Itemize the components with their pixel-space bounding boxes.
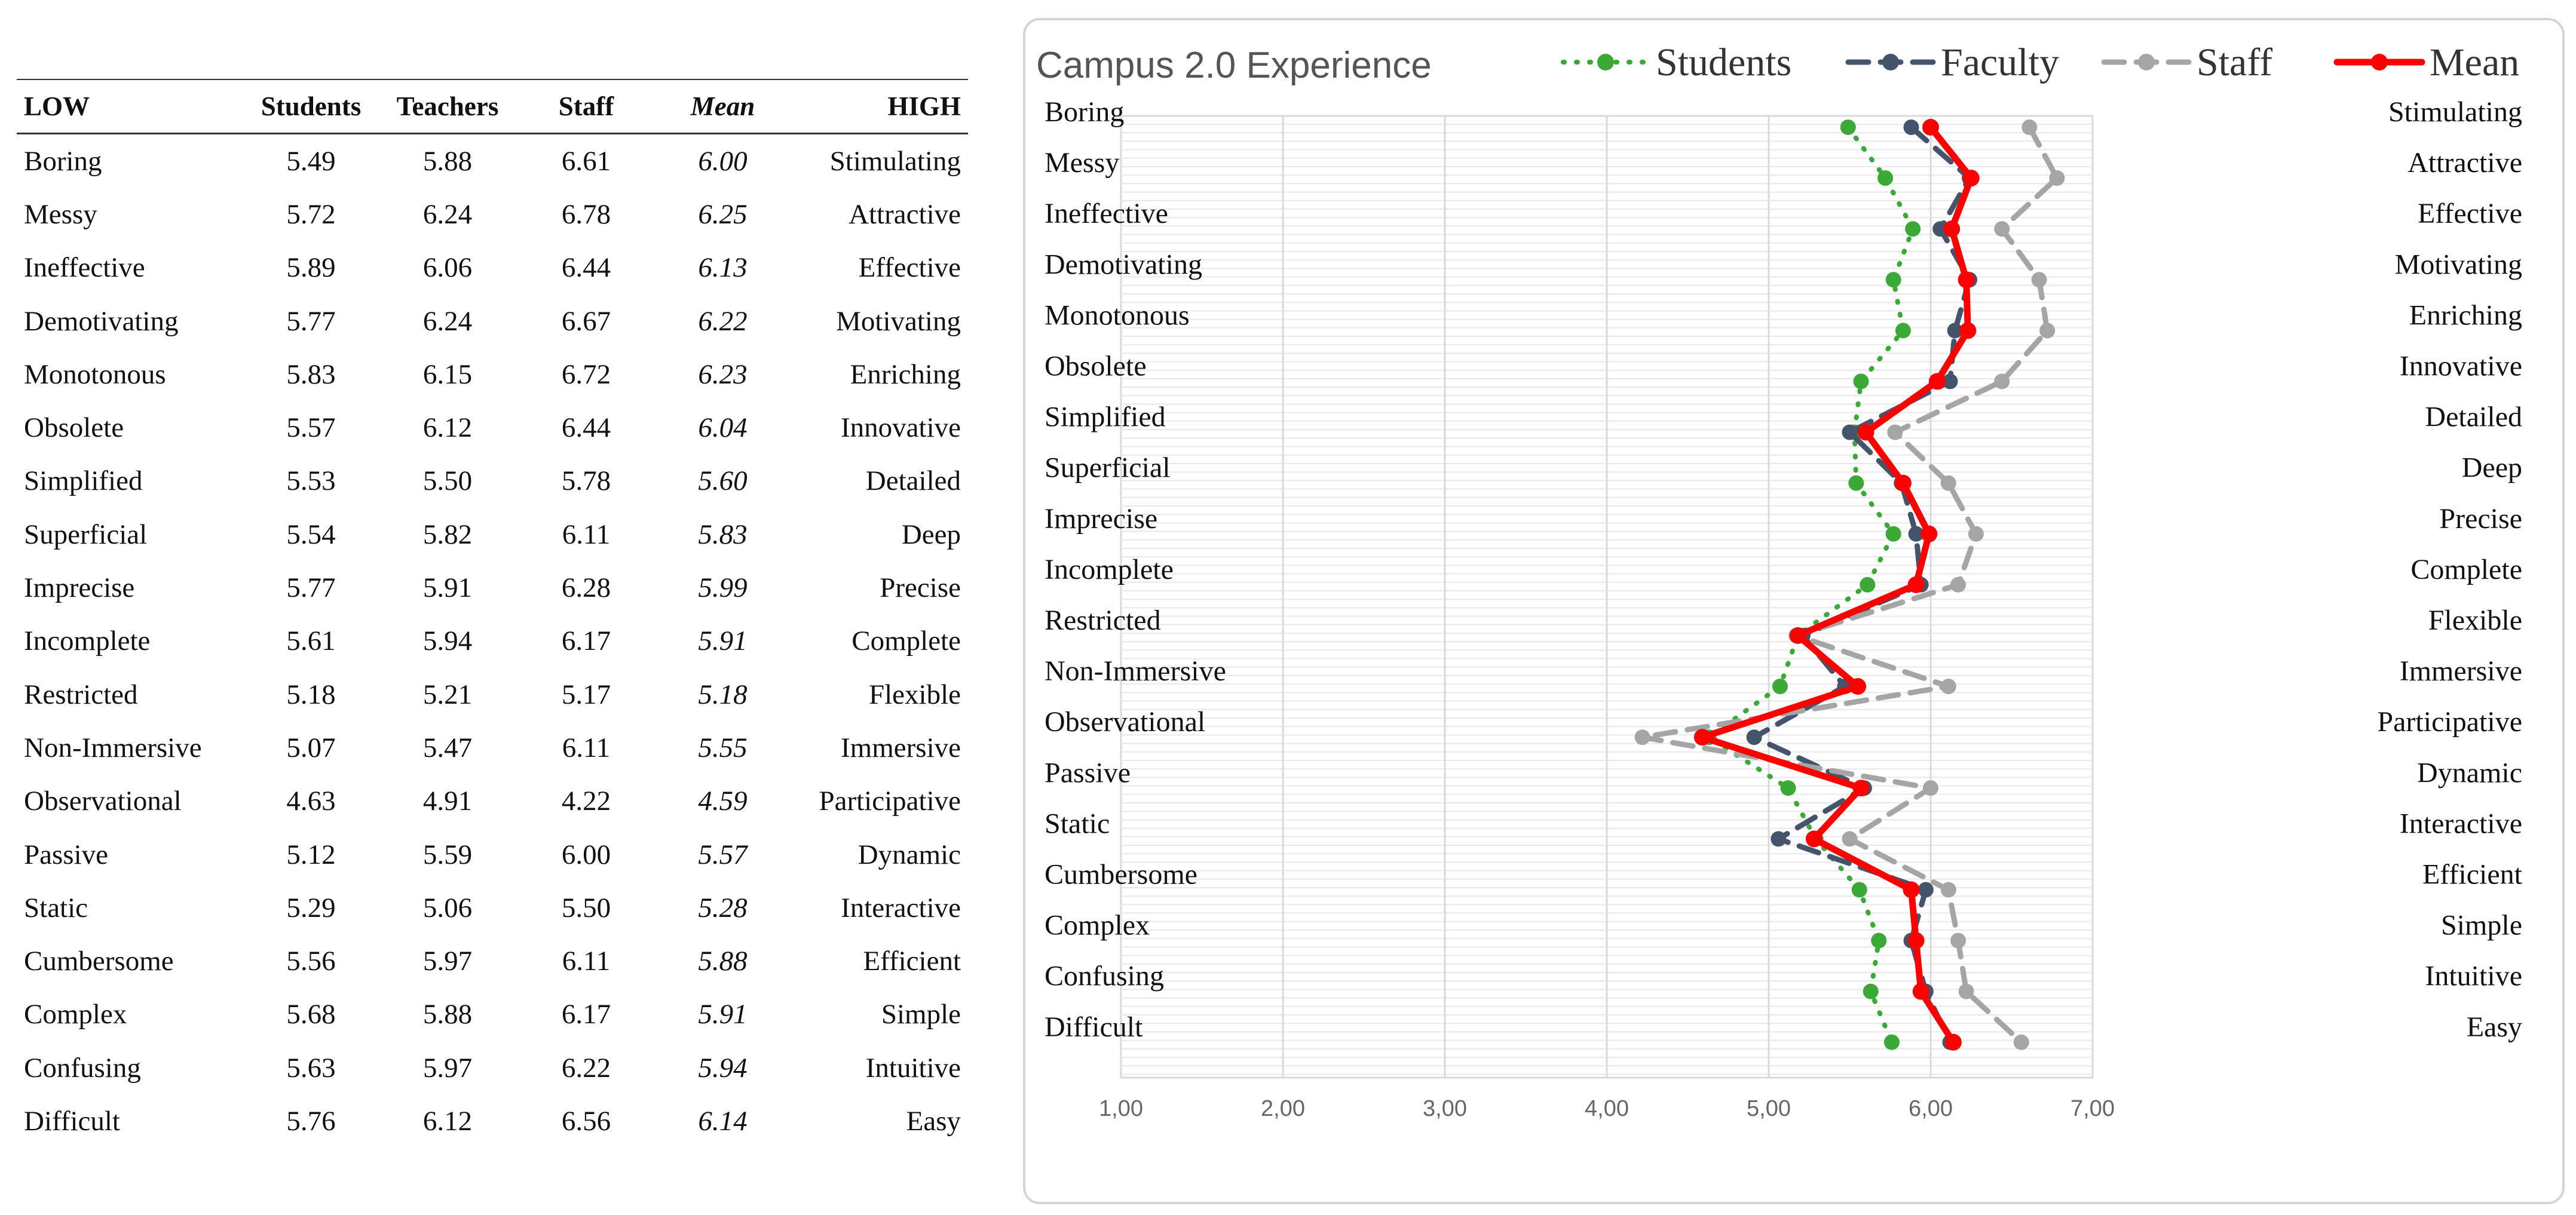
legend-swatch-marker: [2371, 54, 2388, 70]
series-students: [1701, 119, 1920, 1050]
data-point-students: [1860, 577, 1875, 593]
data-point-mean: [1908, 576, 1925, 593]
data-point-staff: [1842, 831, 1858, 846]
high-anchor-label: Enriching: [2409, 299, 2522, 332]
table-row: [17, 241, 968, 294]
legend-item-mean: [2337, 41, 2519, 84]
data-point-mean: [1922, 119, 1939, 136]
campus-experience-chart: [1025, 20, 2567, 1207]
data-point-mean: [1943, 220, 1960, 237]
cell-students: 5.57: [286, 412, 336, 444]
data-point-staff: [1941, 475, 1956, 491]
data-point-staff: [1923, 780, 1938, 796]
cell-teachers: 6.24: [422, 198, 473, 230]
data-point-students: [1884, 1035, 1900, 1050]
low-anchor-label: Restricted: [1045, 605, 1161, 636]
high-anchor-label: Efficient: [2422, 858, 2522, 891]
cell-high: Simple: [881, 999, 961, 1030]
low-anchor-label: Demotivating: [1045, 248, 1202, 281]
cell-students: 5.63: [286, 1052, 336, 1084]
x-tick-label: 5,00: [1747, 1096, 1791, 1121]
table-row: [17, 828, 968, 881]
cell-mean: 5.94: [698, 1052, 748, 1084]
data-point-mean: [1858, 424, 1874, 441]
cell-low: Monotonous: [24, 358, 166, 390]
low-anchor-label: Obsolete: [1045, 350, 1147, 382]
cell-high: Efficient: [863, 946, 961, 977]
legend-item-students: [1563, 41, 1791, 84]
low-anchor-label: Imprecise: [1045, 502, 1158, 535]
cell-students: 5.18: [286, 679, 336, 710]
header-mean: Mean: [656, 79, 790, 134]
cell-low: Simplified: [24, 465, 143, 497]
data-point-students: [1877, 170, 1893, 186]
cell-low: Static: [24, 892, 88, 923]
low-anchor-label: Cumbersome: [1045, 858, 1197, 891]
data-point-mean: [1920, 526, 1937, 542]
chart-title: Campus 2.0 Experience: [1036, 45, 1432, 86]
cell-mean: 4.59: [698, 786, 748, 817]
high-anchor-label: Precise: [2439, 502, 2522, 535]
cell-low: Observational: [24, 786, 182, 817]
cell-students: 5.89: [286, 252, 336, 284]
high-anchor-label: Innovative: [2399, 350, 2522, 382]
cell-staff: 6.17: [561, 625, 611, 657]
cell-high: Precise: [880, 572, 961, 604]
high-anchor-label: Effective: [2417, 198, 2522, 230]
data-point-staff: [1941, 882, 1956, 898]
table-row: [17, 508, 968, 561]
results-table: [17, 79, 968, 1148]
cell-low: Imprecise: [24, 572, 135, 604]
low-anchor-label: Simplified: [1045, 401, 1166, 433]
cell-low: Ineffective: [24, 252, 145, 284]
cell-teachers: 5.91: [422, 572, 473, 604]
cell-high: Detailed: [865, 465, 961, 497]
cell-mean: 6.13: [698, 252, 748, 284]
data-point-staff: [2049, 170, 2065, 186]
cell-mean: 6.04: [698, 412, 748, 444]
cell-students: 5.53: [286, 465, 336, 497]
cell-low: Confusing: [24, 1052, 141, 1084]
cell-teachers: 5.21: [422, 679, 473, 710]
high-anchor-label: Flexible: [2428, 605, 2522, 636]
chart-card: [1023, 18, 2565, 1204]
cell-teachers: 4.91: [422, 786, 473, 817]
data-point-mean: [1929, 373, 1946, 390]
cell-mean: 5.18: [698, 679, 748, 710]
low-anchor-label: Complex: [1045, 909, 1150, 941]
data-point-mean: [1913, 983, 1929, 1000]
cell-staff: 6.22: [561, 1052, 611, 1084]
high-anchor-label: Complete: [2410, 553, 2522, 585]
high-anchor-label: Motivating: [2394, 248, 2522, 281]
data-point-staff: [1994, 221, 2010, 237]
data-point-faculty: [1918, 882, 1934, 898]
data-point-students: [1848, 475, 1864, 491]
cell-mean: 6.23: [698, 358, 748, 390]
cell-low: Complex: [24, 999, 127, 1030]
table-row: [17, 561, 968, 614]
cell-staff: 6.56: [561, 1105, 611, 1137]
table-row: [17, 934, 968, 987]
data-point-mean: [1806, 830, 1823, 847]
high-anchor-label: Participative: [2377, 706, 2522, 738]
high-anchor-label: Easy: [2466, 1011, 2522, 1043]
data-point-staff: [1635, 729, 1650, 745]
table-row: [17, 775, 968, 828]
cell-mean: 5.88: [698, 946, 748, 977]
x-tick-label: 3,00: [1423, 1096, 1467, 1121]
high-anchor-label: Simple: [2440, 909, 2522, 941]
cell-students: 5.83: [286, 358, 336, 390]
data-point-mean: [1945, 1034, 1962, 1051]
cell-staff: 6.67: [561, 305, 611, 337]
series-staff: [1635, 119, 2065, 1050]
cell-teachers: 5.82: [422, 518, 473, 550]
data-point-students: [1863, 984, 1879, 999]
cell-students: 5.72: [286, 198, 336, 230]
data-point-students: [1853, 374, 1869, 389]
table-row: [17, 134, 968, 188]
low-anchor-label: Confusing: [1045, 960, 1165, 992]
data-point-faculty: [1771, 831, 1786, 846]
data-point-faculty: [1903, 119, 1919, 135]
cell-teachers: 6.12: [422, 412, 473, 444]
cell-low: Messy: [24, 198, 97, 230]
low-anchor-label: Superficial: [1045, 452, 1171, 484]
low-anchor-label: Ineffective: [1045, 198, 1168, 230]
cell-teachers: 5.47: [422, 732, 473, 763]
cell-high: Stimulating: [829, 145, 961, 177]
cell-teachers: 5.06: [422, 892, 473, 923]
x-tick-label: 1,00: [1099, 1096, 1143, 1121]
cell-teachers: 6.06: [422, 252, 473, 284]
data-point-mean: [1849, 678, 1866, 695]
header-teachers: Teachers: [378, 79, 517, 134]
data-point-students: [1886, 526, 1901, 542]
low-anchor-label: Non-Immersive: [1045, 655, 1226, 688]
low-anchor-label: Incomplete: [1045, 553, 1174, 585]
data-point-staff: [1950, 577, 1966, 593]
cell-low: Passive: [24, 839, 108, 870]
series-layer: [1635, 119, 2065, 1051]
data-point-staff: [2039, 323, 2055, 338]
data-point-mean: [1790, 627, 1806, 644]
cell-high: Participative: [819, 786, 961, 817]
high-anchor-label: Detailed: [2425, 401, 2522, 433]
cell-students: 5.29: [286, 892, 336, 923]
cell-teachers: 5.97: [422, 1052, 473, 1084]
cell-staff: 6.11: [562, 946, 611, 977]
cell-low: Boring: [24, 145, 102, 177]
table-header-row: [17, 79, 968, 134]
cell-low: Cumbersome: [24, 946, 174, 977]
cell-high: Flexible: [868, 679, 961, 710]
data-point-faculty: [1747, 729, 1762, 745]
cell-low: Superficial: [24, 518, 148, 550]
table-row: [17, 348, 968, 401]
cell-teachers: 5.88: [422, 999, 473, 1030]
x-tick-label: 7,00: [2070, 1096, 2115, 1121]
data-point-staff: [1968, 526, 1984, 542]
data-point-mean: [1903, 882, 1919, 898]
cell-students: 5.56: [286, 946, 336, 977]
data-point-students: [1886, 272, 1901, 287]
table-row: [17, 455, 968, 508]
cell-high: Attractive: [849, 198, 961, 230]
low-anchor-label: Passive: [1045, 757, 1131, 789]
high-anchor-label: Interactive: [2399, 808, 2522, 840]
data-point-staff: [1994, 374, 2010, 389]
cell-staff: 5.17: [561, 679, 611, 710]
data-point-staff: [1950, 933, 1966, 949]
table-row: [17, 1094, 968, 1148]
cell-students: 5.76: [286, 1105, 336, 1137]
cell-mean: 6.00: [698, 145, 748, 177]
low-anchor-label: Observational: [1045, 706, 1206, 738]
table-row: [17, 1041, 968, 1094]
cell-mean: 5.55: [698, 732, 748, 763]
high-anchor-label: Stimulating: [2388, 96, 2522, 128]
data-point-students: [1840, 119, 1856, 135]
cell-high: Interactive: [841, 892, 961, 923]
high-anchor-label: Intuitive: [2425, 960, 2522, 992]
cell-staff: 6.78: [561, 198, 611, 230]
cell-teachers: 5.94: [422, 625, 473, 657]
data-point-staff: [2014, 1035, 2029, 1050]
legend-swatch-marker: [1597, 54, 1614, 70]
data-point-staff: [1887, 425, 1903, 440]
data-point-mean: [1963, 170, 1980, 186]
cell-students: 5.61: [286, 625, 336, 657]
cell-high: Dynamic: [857, 839, 961, 870]
cell-staff: 5.50: [561, 892, 611, 923]
cell-staff: 4.22: [561, 786, 611, 817]
legend-item-staff: [2104, 41, 2272, 84]
cell-teachers: 6.12: [422, 1105, 473, 1137]
cell-staff: 6.11: [562, 732, 611, 763]
data-point-students: [1905, 221, 1920, 237]
data-point-students: [1852, 882, 1867, 898]
semantic-differential-table: [17, 79, 968, 1148]
x-tick-label: 6,00: [1909, 1096, 1953, 1121]
cell-low: Difficult: [24, 1105, 120, 1137]
cell-teachers: 6.24: [422, 305, 473, 337]
legend-label: Students: [1656, 41, 1792, 84]
high-anchor-labels: [2377, 96, 2522, 1043]
cell-high: Motivating: [836, 305, 961, 337]
data-point-staff: [1941, 679, 1956, 694]
cell-low: Restricted: [24, 679, 138, 710]
cell-students: 5.68: [286, 999, 336, 1030]
legend-label: Mean: [2430, 41, 2520, 84]
cell-teachers: 5.59: [422, 839, 473, 870]
cell-mean: 6.25: [698, 198, 748, 230]
cell-low: Incomplete: [24, 625, 151, 657]
data-point-mean: [1852, 780, 1869, 796]
cell-high: Complete: [851, 625, 961, 657]
data-point-mean: [1908, 932, 1925, 949]
cell-mean: 5.91: [698, 625, 748, 657]
cell-students: 5.54: [286, 518, 336, 550]
cell-staff: 6.61: [561, 145, 611, 177]
cell-mean: 5.99: [698, 572, 748, 604]
cell-staff: 6.44: [561, 412, 611, 444]
cell-high: Deep: [901, 518, 961, 550]
low-anchor-label: Monotonous: [1045, 299, 1190, 332]
data-point-staff: [1959, 984, 1974, 999]
cell-low: Obsolete: [24, 412, 124, 444]
cell-mean: 5.28: [698, 892, 748, 923]
high-anchor-label: Attractive: [2407, 147, 2522, 179]
data-point-faculty: [1842, 425, 1858, 440]
cell-students: 5.12: [286, 839, 336, 870]
data-point-mean: [1694, 729, 1711, 745]
data-point-students: [1781, 780, 1796, 796]
legend-swatch-marker: [1882, 54, 1899, 70]
low-anchor-label: Difficult: [1045, 1011, 1143, 1043]
table-row: [17, 294, 968, 348]
table-row: [17, 881, 968, 934]
chart-legend: [1563, 41, 2519, 84]
table-row: [17, 188, 968, 241]
x-axis-tick-labels: [1099, 1096, 2115, 1121]
header-staff: Staff: [517, 79, 656, 134]
table-row: [17, 721, 968, 774]
high-anchor-label: Immersive: [2399, 655, 2522, 688]
cell-mean: 5.57: [698, 839, 748, 870]
cell-low: Demotivating: [24, 305, 179, 337]
cell-students: 5.77: [286, 305, 336, 337]
legend-swatch-marker: [2138, 54, 2155, 70]
header-low: LOW: [17, 79, 244, 134]
cell-staff: 6.72: [561, 358, 611, 390]
table-row: [17, 615, 968, 668]
low-anchor-labels: [1045, 96, 1226, 1043]
cell-staff: 6.00: [561, 839, 611, 870]
cell-students: 5.07: [286, 732, 336, 763]
data-point-students: [1895, 323, 1911, 338]
table-row: [17, 401, 968, 454]
cell-mean: 6.22: [698, 305, 748, 337]
cell-students: 5.77: [286, 572, 336, 604]
data-point-mean: [1895, 475, 1912, 492]
data-point-mean: [1959, 322, 1976, 339]
low-anchor-label: Messy: [1045, 147, 1120, 179]
table-row: [17, 988, 968, 1041]
legend-item-faculty: [1848, 41, 2059, 84]
data-point-students: [1871, 933, 1886, 949]
cell-staff: 6.28: [561, 572, 611, 604]
cell-teachers: 5.88: [422, 145, 473, 177]
cell-high: Intuitive: [865, 1052, 961, 1084]
x-tick-label: 4,00: [1585, 1096, 1629, 1121]
table-row: [17, 668, 968, 721]
data-point-staff: [2021, 119, 2037, 135]
cell-students: 4.63: [286, 786, 336, 817]
data-point-staff: [2032, 272, 2047, 287]
cell-mean: 5.60: [698, 465, 748, 497]
cell-staff: 6.11: [562, 518, 611, 550]
low-anchor-label: Static: [1045, 808, 1110, 840]
header-high: HIGH: [790, 79, 968, 134]
series-mean: [1694, 119, 1980, 1051]
cell-high: Easy: [906, 1105, 961, 1137]
cell-mean: 5.83: [698, 518, 748, 550]
x-tick-label: 2,00: [1261, 1096, 1305, 1121]
high-anchor-label: Deep: [2461, 452, 2522, 484]
header-students: Students: [244, 79, 378, 134]
cell-staff: 6.17: [561, 999, 611, 1030]
cell-mean: 5.91: [698, 999, 748, 1030]
cell-staff: 5.78: [561, 465, 611, 497]
cell-high: Enriching: [850, 358, 961, 390]
data-point-mean: [1958, 271, 1975, 288]
cell-high: Innovative: [841, 412, 961, 444]
low-anchor-label: Boring: [1045, 96, 1125, 128]
cell-high: Effective: [858, 252, 961, 284]
legend-label: Staff: [2197, 41, 2273, 84]
data-point-students: [1772, 679, 1788, 694]
cell-teachers: 5.97: [422, 946, 473, 977]
table-body: [17, 134, 968, 1148]
cell-staff: 6.44: [561, 252, 611, 284]
high-anchor-label: Dynamic: [2417, 757, 2522, 789]
cell-teachers: 5.50: [422, 465, 473, 497]
cell-students: 5.49: [286, 145, 336, 177]
legend-label: Faculty: [1941, 41, 2059, 84]
cell-teachers: 6.15: [422, 358, 473, 390]
cell-high: Immersive: [841, 732, 961, 763]
cell-mean: 6.14: [698, 1105, 748, 1137]
cell-low: Non-Immersive: [24, 732, 202, 763]
